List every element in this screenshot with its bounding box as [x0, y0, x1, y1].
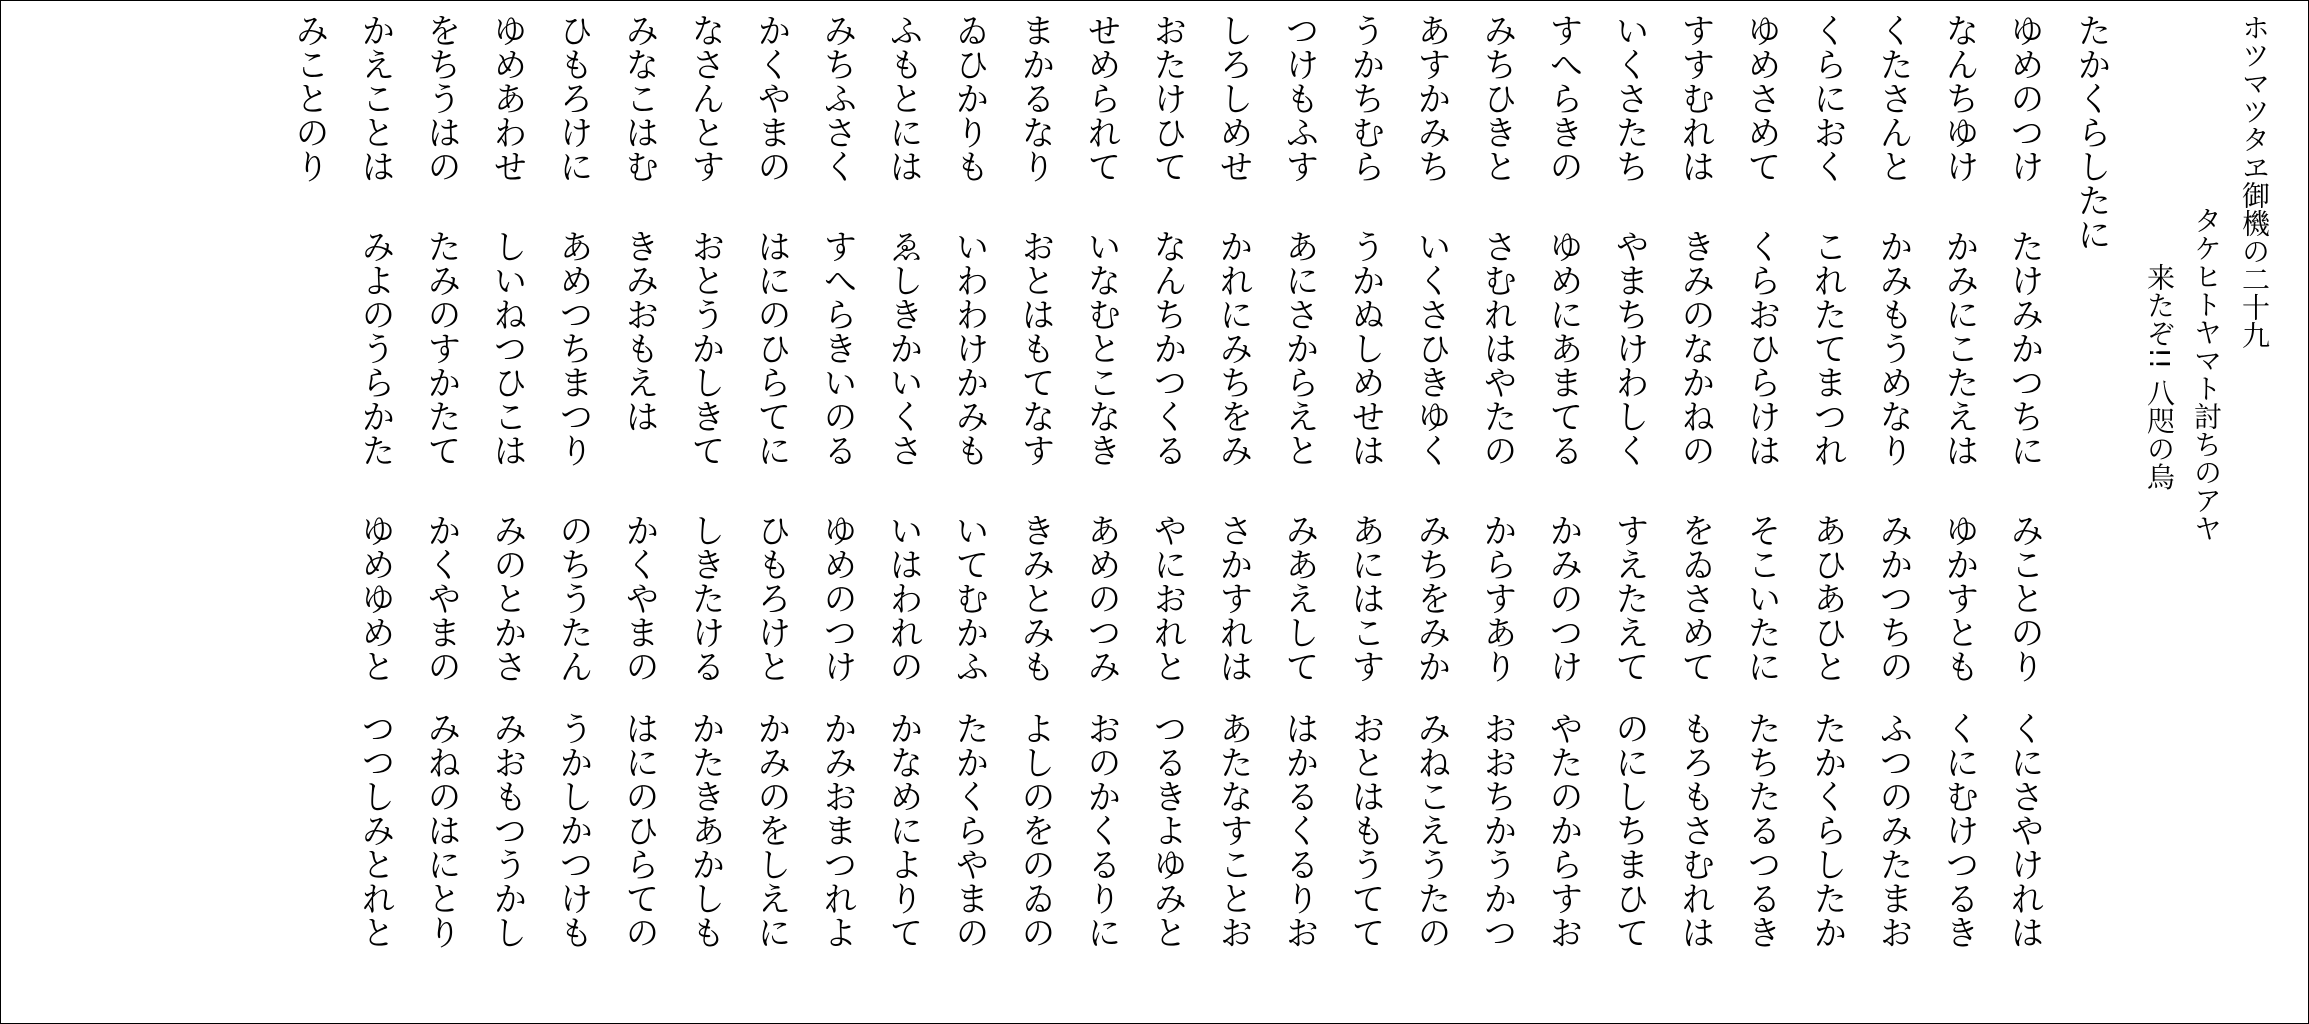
poem-line: かなめによりて — [883, 711, 923, 949]
poem-line: いはわれの — [883, 513, 923, 683]
poem-line: かみもうめなり — [1873, 229, 1913, 467]
poem-line: やにおれと — [1147, 513, 1187, 683]
poem-column — [2004, 13, 2044, 1013]
poem-column — [1807, 13, 1847, 1013]
poem-column — [289, 13, 329, 1013]
poem-column — [1345, 13, 1385, 1013]
poem-line: をゐさめて — [1675, 513, 1715, 683]
poem-line: あすかみち — [1411, 13, 1451, 183]
poem-line: きみおもえは — [619, 229, 659, 433]
poem-line: いなむとこなき — [1081, 229, 1121, 467]
poem-line: いてむかふ — [949, 513, 989, 683]
poem-line: しきたける — [685, 513, 725, 683]
poem-line: たかくらやまの — [949, 711, 989, 949]
poem-line: おのかくるりに — [1081, 711, 1121, 949]
poem-line: みことのり — [2004, 513, 2044, 683]
poem-column — [619, 13, 659, 1013]
poem-line: なんちゆけ — [1939, 13, 1979, 183]
poem-line: あひあひと — [1807, 513, 1847, 683]
poem-line: かくやまの — [619, 513, 659, 683]
poem-line: たけみかつちに — [2004, 229, 2044, 467]
poem-line: かくやまの — [751, 13, 791, 183]
poem-column — [1741, 13, 1781, 1013]
poem-line: あにはこす — [1345, 513, 1385, 683]
document-subtitle: タケヒトヤマト討ちのアヤ — [2190, 206, 2223, 542]
document-author: 来たぞ!! 八咫の烏 — [2143, 263, 2176, 491]
poem-line: そこいたに — [1741, 513, 1781, 683]
poem-line: ゐひかりも — [949, 13, 989, 183]
poem-column — [817, 13, 857, 1013]
poem-line: みあえして — [1279, 513, 1319, 683]
poem-line: かれにみちをみ — [1213, 229, 1253, 467]
poem-column — [1873, 13, 1913, 1013]
poem-line: みなこはむ — [619, 13, 659, 183]
poem-line: いわわけかみも — [949, 229, 989, 467]
poem-column — [1411, 13, 1451, 1013]
poem-line: みのとかさ — [487, 513, 527, 683]
poem-line: いくさひきゆく — [1411, 229, 1451, 467]
poem-line: たみのすかたて — [421, 229, 461, 467]
poem-line: あめのつみ — [1081, 513, 1121, 683]
poem-line: ひもろけに — [553, 13, 593, 183]
poem-column — [1213, 13, 1253, 1013]
poem-line: おとうかしきて — [685, 229, 725, 467]
poem-line: なんちかつくる — [1147, 229, 1187, 467]
poem-line: あめつちまつり — [553, 229, 593, 467]
poem-line: あたなすことお — [1213, 711, 1253, 949]
poem-line: これたてまつれ — [1807, 229, 1847, 467]
poem-column — [553, 13, 593, 1013]
poem-column — [1477, 13, 1517, 1013]
poem-line: くたさんと — [1873, 13, 1913, 183]
poem-line: かたきあかしも — [685, 711, 725, 949]
poem-line: おとはもてなす — [1015, 229, 1055, 467]
poem-line: みねこえうたの — [1411, 711, 1451, 949]
poem-line: しろしめせ — [1213, 13, 1253, 183]
poem-line: みよのうらかた — [355, 229, 395, 467]
poem-line: くらおひらけは — [1741, 229, 1781, 467]
poem-column — [751, 13, 791, 1013]
poem-line: かえことは — [355, 13, 395, 183]
poem-line: ゆめあわせ — [487, 13, 527, 183]
poem-line: つけもふす — [1279, 13, 1319, 183]
poem-line: ゆめのつけ — [817, 513, 857, 683]
poem-column — [1609, 13, 1649, 1013]
poem-line: くにむけつるき — [1939, 711, 1979, 949]
poem-line: みちをみか — [1411, 513, 1451, 683]
poem-line: うかぬしめせは — [1345, 229, 1385, 467]
poem-line: みねのはにとり — [421, 711, 461, 949]
poem-line: きみとみも — [1015, 513, 1055, 683]
poem-line: なさんとす — [685, 13, 725, 183]
poem-line: かみおまつれよ — [817, 711, 857, 949]
document-title: ホツマツタヱ御機の二十九 — [2238, 13, 2271, 349]
poem-line: よしのをのゐの — [1015, 711, 1055, 949]
poem-line: まかるなり — [1015, 13, 1055, 183]
poem-line: ふもとには — [883, 13, 923, 183]
poem-column — [1279, 13, 1319, 1013]
poem-line: おたけひて — [1147, 13, 1187, 183]
poem-line: ふつのみたまお — [1873, 711, 1913, 949]
poem-line: さむれはやたの — [1477, 229, 1517, 467]
poem-line: ゆかすとも — [1939, 513, 1979, 683]
poem-column — [1147, 13, 1187, 1013]
poem-line: もろもさむれは — [1675, 711, 1715, 949]
poem-line: おとはもうてて — [1345, 711, 1385, 949]
poem-line: おおちかうかつ — [1477, 711, 1517, 949]
poem-line: みちひきと — [1477, 13, 1517, 183]
poem-line: つつしみとれと — [355, 711, 395, 949]
poem-column — [2071, 13, 2111, 1013]
poem-column — [487, 13, 527, 1013]
poem-line: のにしちまひて — [1609, 711, 1649, 949]
poem-line: せめられて — [1081, 13, 1121, 183]
poem-line: すへらきの — [1543, 13, 1583, 183]
poem-line: かみのをしえに — [751, 711, 791, 949]
poem-line: うかちむら — [1345, 13, 1385, 183]
poem-line: をちうはの — [421, 13, 461, 183]
poem-line: たかくらしたか — [1807, 711, 1847, 949]
poem-column — [949, 13, 989, 1013]
poem-line: ゆめのつけ — [2004, 13, 2044, 183]
poem-line: くらにおく — [1807, 13, 1847, 183]
poem-line: すへらきいのる — [817, 229, 857, 467]
poem-line: ひもろけと — [751, 513, 791, 683]
poem-text — [1, 1, 2308, 1023]
poem-column — [1081, 13, 1121, 1013]
poem-line: ゑしきかいくさ — [883, 229, 923, 467]
poem-line: みことのり — [289, 13, 329, 183]
poem-line: さかすれは — [1213, 513, 1253, 683]
poem-column — [1675, 13, 1715, 1013]
poem-column — [883, 13, 923, 1013]
poem-line: はにのひらての — [619, 711, 659, 949]
poem-column — [421, 13, 461, 1013]
poem-line: のちうたん — [553, 513, 593, 683]
poem-line: つるきよゆみと — [1147, 711, 1187, 949]
poem-line: くにさやけれは — [2004, 711, 2044, 949]
poem-line: あにさからえと — [1279, 229, 1319, 467]
poem-column — [685, 13, 725, 1013]
poem-line: みおもつうかし — [487, 711, 527, 949]
poem-line: すえたえて — [1609, 513, 1649, 683]
poem-column — [1543, 13, 1583, 1013]
poem-line: やまちけわしく — [1609, 229, 1649, 467]
poem-line: ゆめさめて — [1741, 13, 1781, 183]
poem-line: かみにこたえは — [1939, 229, 1979, 467]
poem-line: みちふさく — [817, 13, 857, 183]
poem-line: たかくらしたに — [2071, 13, 2111, 251]
poem-column — [1939, 13, 1979, 1013]
poem-line: たちたるつるき — [1741, 711, 1781, 949]
poem-line: はにのひらてに — [751, 229, 791, 467]
poem-line: きみのなかねの — [1675, 229, 1715, 467]
poem-line: からすあり — [1477, 513, 1517, 683]
poem-column — [1015, 13, 1055, 1013]
poem-line: みかつちの — [1873, 513, 1913, 683]
poem-line: やたのからすお — [1543, 711, 1583, 949]
poem-line: かくやまの — [421, 513, 461, 683]
poem-line: すすむれは — [1675, 13, 1715, 183]
poem-column — [355, 13, 395, 1013]
poem-line: いくさたち — [1609, 13, 1649, 183]
poem-line: ゆめにあまてる — [1543, 229, 1583, 467]
poem-line: うかしかつけも — [553, 711, 593, 949]
poem-line: しいねつひこは — [487, 229, 527, 467]
poem-line: はかるくるりお — [1279, 711, 1319, 949]
poem-line: ゆめゆめと — [355, 513, 395, 683]
poem-line: かみのつけ — [1543, 513, 1583, 683]
